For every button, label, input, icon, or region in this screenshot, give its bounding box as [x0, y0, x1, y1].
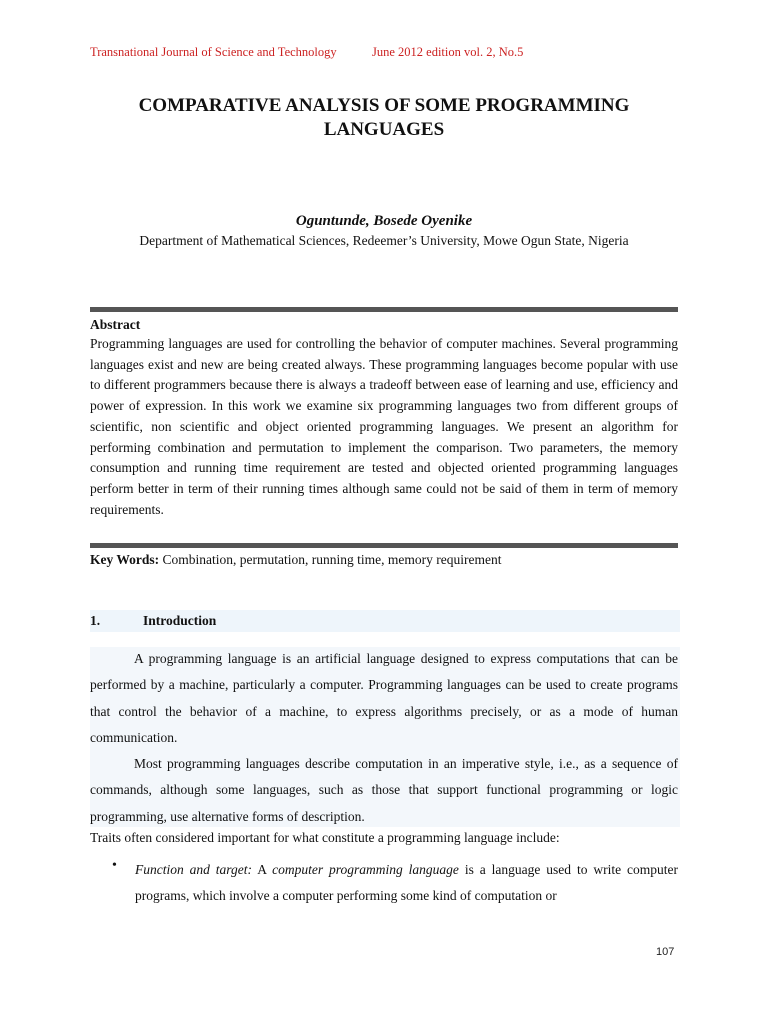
section-title: Introduction — [143, 613, 217, 628]
abstract-top-rule — [90, 307, 678, 312]
abstract-bottom-rule — [90, 543, 678, 548]
bullet-lead: Function and target: — [135, 862, 253, 877]
bullet-mid: A — [252, 862, 273, 877]
abstract-text: Programming languages are used for controlling the behavior of computer machines. Several programming languages exist and new are being created always. These programming languages become popular with use to different programmers because there is always a tradeoff between ease of learning and use, efficiency and power of expression. In this work we examine six programming languages two from different groups of scientific, non scientific and object oriented programming languages. We present an algorithm for performing combination and permutation to implement the comparison. Two parameters, the memory consumption and running time requirement are tested and objected oriented programming languages perform better in term of their running times although same could not be said of them in term of memory requirements. — [90, 336, 678, 517]
intro-paragraph-2: Most programming languages describe computation in an imperative style, i.e., as a sequence of commands, although some languages, such as those that support functional programming or logic programming, use alternative forms of description. — [90, 756, 678, 824]
author-name: Oguntunde, Bosede Oyenike — [295, 213, 473, 229]
bullet-icon: • — [112, 858, 117, 873]
title-line-2: LANGUAGES — [323, 119, 445, 140]
abstract-heading: Abstract — [90, 317, 141, 332]
edition-info: June 2012 edition vol. 2, No.5 — [372, 45, 524, 59]
section-number: 1. — [90, 613, 101, 628]
paper-title — [90, 94, 678, 142]
bullet-term: computer programming language — [272, 862, 459, 877]
bullet-rest: is a language used to write computer programs, which involve a computer performing some kind of computation or — [135, 862, 678, 904]
intro-paragraph-1: A programming language is an artificial language designed to express computations that can be performed by a machine, particularly a computer. Programming languages can be used to create programs that control the behavior of a machine, to express algorithms precisely, or as a mode of human communication. — [90, 651, 678, 745]
page-number: 107 — [656, 946, 675, 958]
keywords — [90, 552, 501, 568]
keywords-label: Key Words: — [90, 552, 160, 567]
author-affiliation: Department of Mathematical Sciences, Redeemer’s University, Mowe Ogun State, Nigeria — [139, 233, 629, 248]
traits-intro: Traits often considered important for what constitute a programming language include: — [90, 830, 560, 845]
journal-name: Transnational Journal of Science and Technology — [90, 45, 337, 59]
title-line-1: COMPARATIVE ANALYSIS OF SOME PROGRAMMING — [138, 95, 630, 116]
keywords-text: Combination, permutation, running time, memory requirement — [159, 552, 502, 567]
bullet-item — [135, 857, 678, 910]
